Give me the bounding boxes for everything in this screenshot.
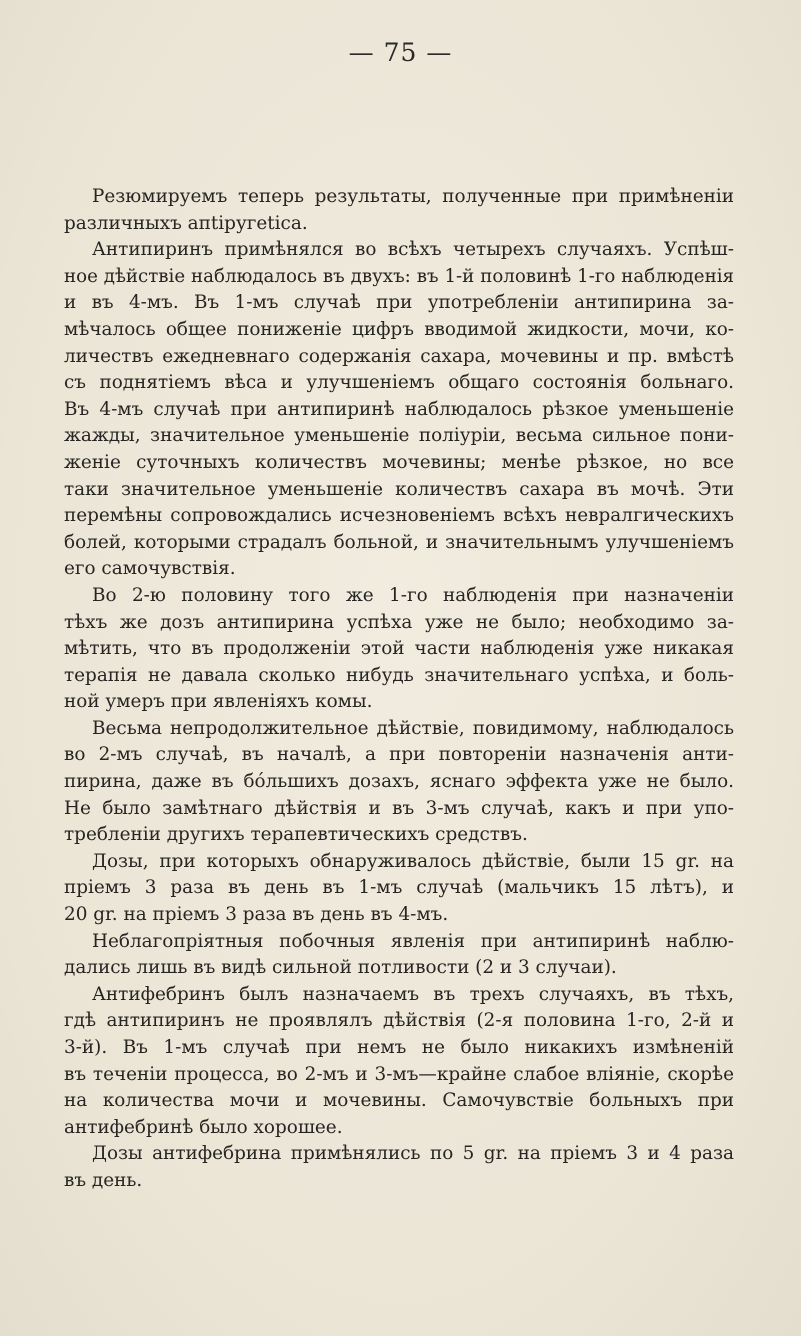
text-line: ное дѣйствіе наблюдалось въ двухъ: въ 1-й половинѣ 1-го наблюденія [64, 265, 734, 287]
text-line: Въ 4-мъ случаѣ при антипиринѣ наблюдалось рѣзкое уменьшеніе [64, 398, 734, 420]
text-line: женіе суточныхъ количествъ мочевины; менѣе рѣзкое, но все [64, 451, 734, 473]
text-line: и въ 4-мъ. Въ 1-мъ случаѣ при употребленіи антипирина за- [64, 292, 734, 314]
text-line: на количества мочи и мочевины. Самочувствіе больныхъ при [64, 1090, 734, 1112]
text-line: его самочувствія. [64, 558, 236, 580]
body-text [64, 184, 734, 1195]
text-line: перемѣны сопровождались исчезновеніемъ всѣхъ невралгическихъ [64, 505, 734, 527]
text-line: терапія не давала сколько нибудь значительнаго успѣха, и боль- [64, 664, 734, 686]
text-line: мѣчалось общее пониженіе цифръ вводимой жидкости, мочи, ко- [64, 318, 734, 340]
text-line: Дозы, при которыхъ обнаруживалось дѣйствіе, были 15 gr. на [92, 850, 734, 872]
text-line: Антипиринъ примѣнялся во всѣхъ четырехъ случаяхъ. Успѣш- [92, 239, 734, 261]
text-line: Резюмируемъ теперь результаты, полученные при примѣненіи [92, 186, 734, 207]
text-line: въ день. [64, 1169, 143, 1191]
text-line: ной умеръ при явленіяхъ комы. [64, 691, 373, 713]
text-line: Антифебринъ былъ назначаемъ въ трехъ случаяхъ, въ тѣхъ, [92, 983, 734, 1005]
text-line: Дозы антифебрина примѣнялись по 5 gr. на пріемъ 3 и 4 раза [92, 1143, 734, 1165]
text-line: гдѣ антипиринъ не проявлялъ дѣйствія (2-я половина 1-го, 2-й и [64, 1010, 734, 1032]
text-line: Неблагопріятныя побочныя явленія при антипиринѣ наблю- [92, 930, 734, 952]
text-line: 3-й). Въ 1-мъ случаѣ при немъ не было никакихъ измѣненій [64, 1037, 734, 1058]
text-line: антифебринѣ было хорошее. [64, 1116, 343, 1138]
text-line: пирина, даже въ бóльшихъ дозахъ, яснаго эффекта уже не было. [64, 771, 734, 793]
text-line: Весьма непродолжительное дѣйствіе, повидимому, наблюдалось [92, 717, 734, 739]
text-line: пріемъ 3 раза въ день въ 1-мъ случаѣ (мальчикъ 15 лѣтъ), и [64, 877, 734, 899]
text-line: съ поднятіемъ вѣса и улучшеніемъ общаго состоянія больнаго. [64, 372, 734, 394]
text-line: Не было замѣтнаго дѣйствія и въ 3-мъ случаѣ, какъ и при упо- [64, 797, 734, 819]
text-line: во 2-мъ случаѣ, въ началѣ, а при повтореніи назначенія анти- [64, 744, 734, 766]
text-line: 20 gr. на пріемъ 3 раза въ день въ 4-мъ. [64, 904, 449, 926]
text-line: различныхъ апtiругеtiса. [64, 212, 308, 234]
text-line: дались лишь въ видѣ сильной потливости (2 и 3 случаи). [64, 957, 617, 979]
text-line: мѣтить, что въ продолженіи этой части наблюденія уже никакая [64, 638, 734, 660]
text-line: въ теченіи процесса, во 2-мъ и 3-мъ—крайне слабое вліяніе, скорѣе [64, 1063, 734, 1085]
text-line: жажды, значительное уменьшеніе поліуріи, весьма сильное пони- [64, 425, 734, 447]
text-line: тѣхъ же дозъ антипирина успѣха уже не было; необходимо за- [64, 611, 734, 633]
text-line: личествъ ежедневнаго содержанія сахара, мочевины и пр. вмѣстѣ [64, 345, 734, 367]
page-number: — 75 — [348, 38, 453, 67]
text-line: требленіи другихъ терапевтическихъ средствъ. [64, 824, 528, 846]
text-line: болей, которыми страдалъ больной, и значительнымъ улучшеніемъ [64, 531, 734, 553]
text-line: таки значительное уменьшеніе количествъ сахара въ мочѣ. Эти [64, 478, 734, 500]
text-line: Во 2-ю половину того же 1-го наблюденія при назначеніи [92, 584, 734, 606]
